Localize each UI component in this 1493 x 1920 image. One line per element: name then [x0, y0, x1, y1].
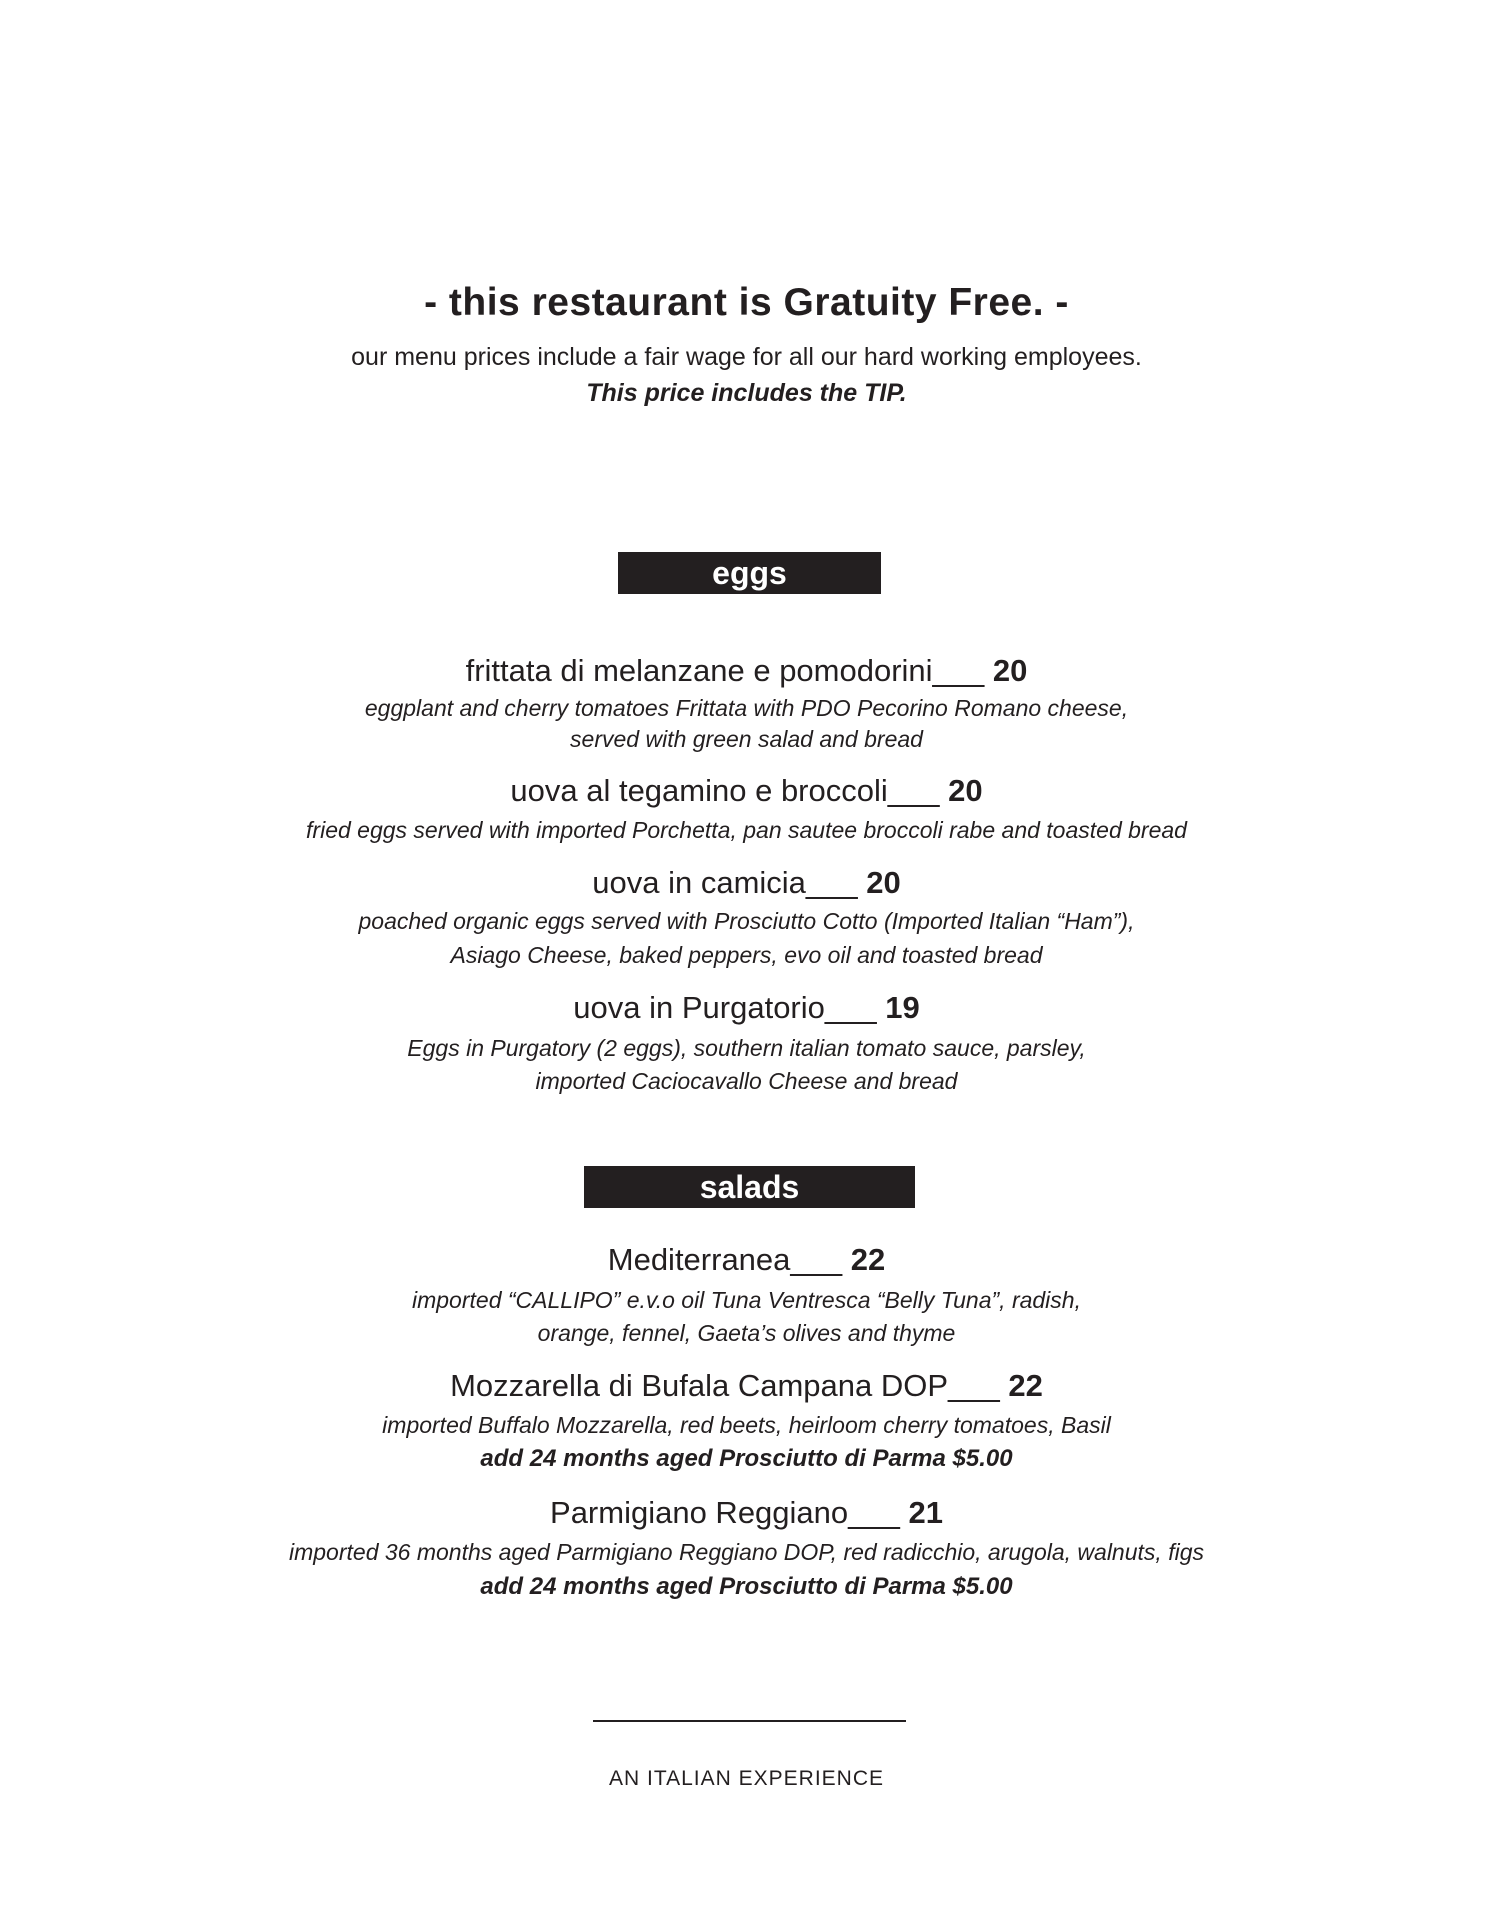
tip-included-note: This price includes the TIP.: [586, 379, 907, 407]
footer-divider: [593, 1720, 906, 1722]
item-description: Eggs in Purgatory (2 eggs), southern italian tomato sauce, parsley,: [407, 1035, 1086, 1061]
item-description: eggplant and cherry tomatoes Frittata with PDO Pecorino Romano cheese,: [364, 695, 1129, 721]
item-description: poached organic eggs served with Prosciutto Cotto (Imported Italian “Ham”),: [358, 908, 1135, 934]
item-price: 19: [885, 990, 920, 1025]
item-description: imported Buffalo Mozzarella, red beets, heirloom cherry tomatoes, Basil: [382, 1412, 1111, 1438]
menu-item-name: [0, 863, 1493, 903]
item-description: orange, fennel, Gaeta’s olives and thyme: [537, 1320, 956, 1346]
item-price: 20: [992, 653, 1028, 688]
item-addon: add 24 months aged Prosciutto di Parma $5.00: [480, 1573, 1013, 1600]
gratuity-notice-title: - this restaurant is Gratuity Free. -: [424, 281, 1069, 324]
item-title: Parmigiano Reggiano___: [550, 1495, 900, 1530]
menu-item-name: [0, 651, 1493, 691]
item-title: Mozzarella di Bufala Campana DOP___: [450, 1368, 1000, 1403]
menu-item-name: [0, 1240, 1493, 1280]
section-header-salads: salads: [584, 1166, 915, 1208]
item-price: 20: [948, 773, 983, 808]
item-price: 22: [1008, 1368, 1043, 1403]
item-description: imported “CALLIPO” e.v.o oil Tuna Ventresca “Belly Tuna”, radish,: [412, 1287, 1081, 1313]
menu-item-name: [0, 1366, 1493, 1406]
menu-item-name: [0, 1493, 1493, 1533]
item-title: Mediterranea___: [607, 1242, 843, 1277]
item-title: uova in camicia___: [592, 865, 858, 900]
item-title: frittata di melanzane e pomodorini___: [465, 653, 985, 688]
item-description: Asiago Cheese, baked peppers, evo oil and toasted bread: [450, 942, 1043, 968]
item-price: 21: [908, 1495, 943, 1530]
item-price: 22: [850, 1242, 886, 1277]
item-description: fried eggs served with imported Porchetta, pan sautee broccoli rabe and toasted bread: [306, 817, 1187, 843]
section-header-eggs: eggs: [618, 552, 881, 594]
item-title: uova in Purgatorio___: [573, 990, 877, 1025]
footer-tagline: AN ITALIAN EXPERIENCE: [608, 1767, 884, 1790]
item-title: uova al tegamino e broccoli___: [510, 773, 940, 808]
item-price: 20: [866, 865, 901, 900]
item-description: served with green salad and bread: [570, 726, 923, 752]
gratuity-notice-text: our menu prices include a fair wage for all our hard working employees.: [351, 343, 1142, 371]
menu-item-name: [0, 988, 1493, 1028]
item-description: imported 36 months aged Parmigiano Reggiano DOP, red radicchio, arugola, walnuts, figs: [289, 1539, 1204, 1565]
item-addon: add 24 months aged Prosciutto di Parma $5.00: [480, 1445, 1013, 1472]
menu-item-name: [0, 771, 1493, 811]
item-description: imported Caciocavallo Cheese and bread: [535, 1068, 958, 1094]
